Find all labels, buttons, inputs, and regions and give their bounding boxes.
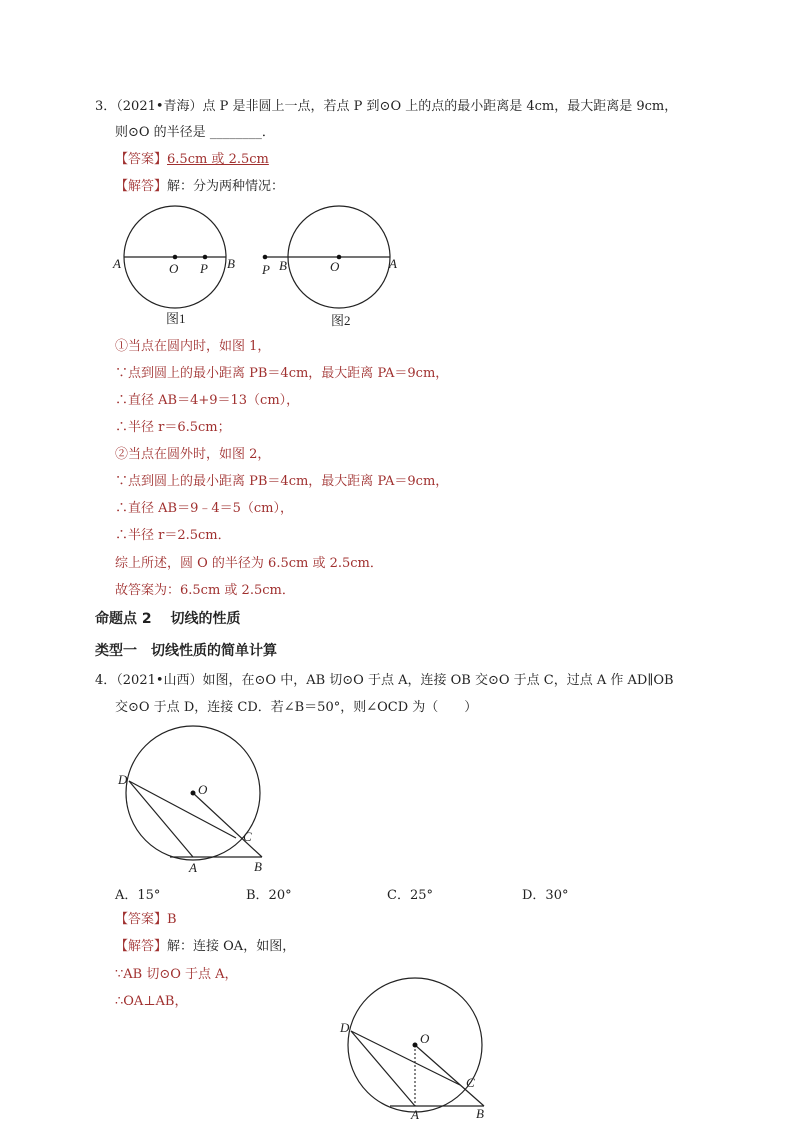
- label-a: A: [389, 256, 397, 271]
- q3-figure-2: [255, 200, 415, 335]
- solution-tag: 【解答】: [115, 179, 168, 194]
- answer-tag: 【答案】: [115, 152, 168, 167]
- label-a: A: [411, 1107, 419, 1122]
- label-b: B: [476, 1106, 484, 1121]
- q4-solution-intro: [115, 938, 295, 956]
- q4-step-2: ∴OA⊥AB，: [115, 994, 188, 1009]
- label-a: A: [113, 256, 121, 271]
- option-d[interactable]: D．30°: [522, 888, 569, 903]
- solution-intro-text: 解：分为两种情况：: [167, 179, 285, 194]
- label-c: C: [243, 829, 252, 844]
- q3-final: 故答案为：6.5cm 或 2.5cm．: [115, 583, 295, 598]
- label-o: O: [420, 1031, 430, 1046]
- answer-tag: 【答案】: [115, 912, 168, 927]
- label-o: O: [198, 782, 208, 797]
- q3-step-8: ∴半径 r＝2.5cm．: [115, 528, 231, 543]
- label-a: A: [189, 860, 197, 875]
- q4-step-1: ∵AB 切⊙O 于点 A，: [115, 967, 238, 982]
- fig2-caption: 图2: [331, 313, 351, 328]
- solution-tag: 【解答】: [115, 939, 168, 954]
- q4-solution-figure: [332, 982, 492, 1122]
- point-p: [263, 255, 268, 260]
- q3-step-5: ②当点在圆外时，如图 2，: [115, 447, 271, 462]
- answer-value: 6.5cm 或 2.5cm: [167, 152, 269, 167]
- label-o: O: [330, 259, 340, 274]
- label-p: P: [262, 262, 270, 277]
- q3-step-2: ∵点到圆上的最小距离 PB＝4cm，最大距离 PA＝9cm，: [115, 366, 449, 381]
- q3-step-6: ∵点到圆上的最小距离 PB＝4cm，最大距离 PA＝9cm，: [115, 474, 449, 489]
- label-d: D: [118, 772, 128, 787]
- q3-step-4: ∴半径 r＝6.5cm；: [115, 420, 231, 435]
- point-p: [203, 255, 208, 260]
- segment-dc: [351, 1031, 460, 1085]
- q3-figure-1: [110, 200, 250, 330]
- point-o: [413, 1043, 418, 1048]
- q3-solution-intro: [115, 178, 284, 196]
- point-o: [173, 255, 178, 260]
- section-heading-2: 类型一 切线性质的简单计算: [95, 643, 277, 659]
- label-c: C: [466, 1075, 475, 1090]
- label-p: P: [200, 261, 208, 276]
- segment-da: [129, 781, 193, 857]
- label-b: B: [227, 256, 235, 271]
- label-b: B: [254, 859, 262, 874]
- q3-stem-line1: 3．（2021•青海）点 P 是非圆上一点，若点 P 到⊙O 上的点的最小距离是 4cm，最大距离是 9cm，: [95, 99, 678, 114]
- segment-dc: [129, 781, 236, 838]
- label-o: O: [169, 261, 179, 276]
- option-c[interactable]: C．25°: [387, 888, 433, 903]
- option-b[interactable]: B．20°: [246, 888, 292, 903]
- q3-answer: [115, 151, 269, 169]
- q3-stem-line2: 则⊙O 的半径是 ________．: [115, 125, 275, 140]
- q3-step-1: ①当点在圆内时，如图 1，: [115, 339, 271, 354]
- section-heading-1: 命题点 2 切线的性质: [95, 611, 241, 627]
- label-b: B: [279, 258, 287, 273]
- fig1-caption: 图1: [166, 311, 186, 326]
- q3-step-3: ∴直径 AB＝4+9＝13（cm），: [115, 393, 300, 408]
- q4-answer: [115, 911, 177, 929]
- label-d: D: [340, 1020, 350, 1035]
- q4-stem-line1: 4．（2021•山西）如图，在⊙O 中，AB 切⊙O 于点 A，连接 OB 交⊙O 于点 C，过点 A 作 AD∥OB: [95, 673, 674, 688]
- q4-stem-line2: 交⊙O 于点 D，连接 CD．若∠B＝50°，则∠OCD 为（ ）: [115, 700, 478, 715]
- segment-da: [351, 1031, 415, 1106]
- point-o: [191, 791, 196, 796]
- solution-intro-text: 解：连接 OA，如图，: [167, 939, 296, 954]
- option-a[interactable]: A．15°: [115, 888, 161, 903]
- q4-figure: [110, 730, 270, 875]
- answer-value: B: [167, 912, 177, 927]
- q3-step-7: ∴直径 AB＝9﹣4＝5（cm），: [115, 501, 293, 516]
- q3-summary: 综上所述，圆 O 的半径为 6.5cm 或 2.5cm．: [115, 556, 383, 571]
